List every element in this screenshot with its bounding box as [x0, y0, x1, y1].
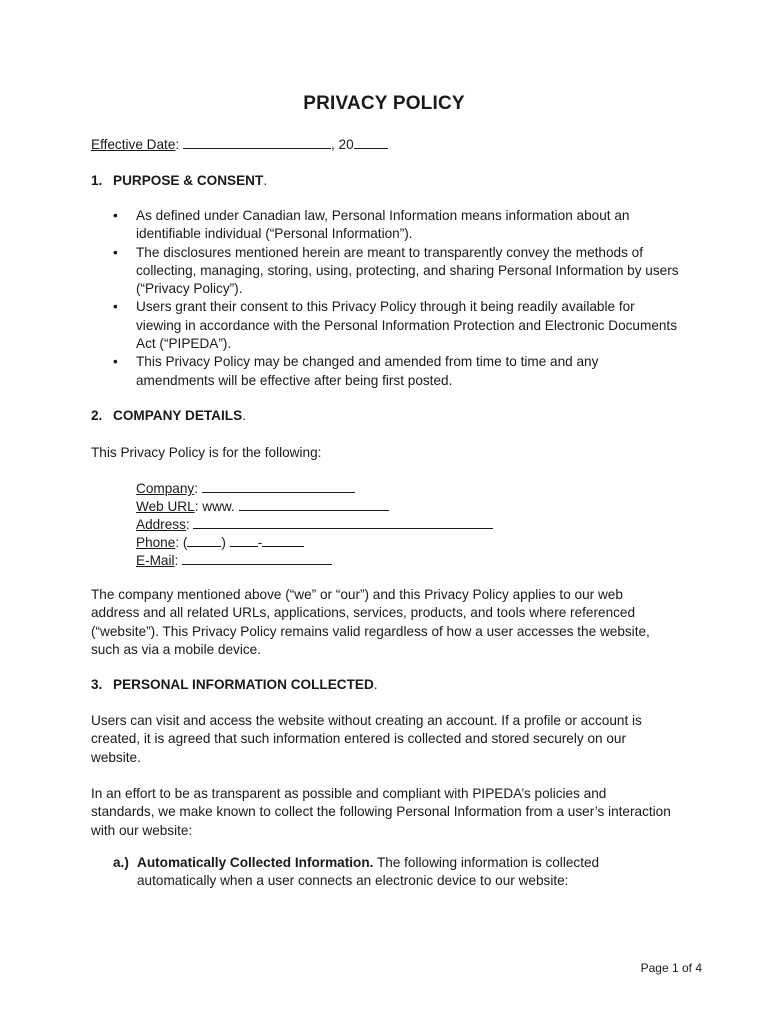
effective-date-label: Effective Date [91, 137, 176, 152]
section-3-heading: 3. PERSONAL INFORMATION COLLECTED. [91, 677, 378, 692]
list-item: • This Privacy Policy may be changed and amended from time to time and any amendments will be effective after being first posted. [113, 354, 599, 388]
section-2-intro: This Privacy Policy is for the following: [91, 445, 322, 460]
bullet-icon: • [113, 354, 118, 370]
address-blank[interactable] [193, 516, 493, 529]
section-3-paragraph-2: In an effort to be as transparent as possible and compliant with PIPEDA’s policies and standards, we make known to collect the following Personal Information from a user’s interaction with our website: [91, 786, 671, 838]
phone-prefix-blank[interactable] [230, 534, 258, 547]
bullet-icon: • [113, 208, 118, 223]
document-title: PRIVACY POLICY [303, 93, 465, 114]
section-1-title: PURPOSE & CONSENT [113, 173, 264, 188]
section-2-heading: 2. COMPANY DETAILS. [91, 408, 246, 423]
list-item: • The disclosures mentioned herein are meant to transparently convey the methods of collecting, managing, storing, using, protecting, and sharing Personal Information by users (“Privacy Policy”). [113, 244, 679, 297]
phone-line-blank[interactable] [262, 534, 304, 547]
effective-date-line: Effective Date: , 20 [91, 136, 388, 154]
bullet-icon: • [113, 299, 118, 315]
section-3-title: PERSONAL INFORMATION COLLECTED [113, 677, 374, 692]
section-3-paragraph-1: Users can visit and access the website without creating an account. If a profile or account is created, it is agreed that such information entered is collected and stored securely on our website. [91, 713, 642, 765]
section-2-title: COMPANY DETAILS [113, 408, 243, 423]
list-item: • As defined under Canadian law, Personal Information means information about an identifiable individual (“Personal Information”). [113, 208, 630, 242]
page-number: Page 1 of 4 [640, 961, 702, 975]
list-item: • Users grant their consent to this Privacy Policy through it being readily available for viewing in accordance with the Personal Information Protection and Electronic Documents Act (“PIPEDA”). [113, 299, 678, 352]
effective-date-year-prefix: , 20 [330, 137, 354, 152]
effective-date-blank[interactable] [183, 136, 331, 149]
subsection-a-title: Automatically Collected Information [137, 855, 370, 870]
web-url-field-row: Web URL: www. [136, 498, 493, 516]
subsection-a-text-2: automatically when a user connects an electronic device to our website: [137, 873, 569, 889]
company-blank[interactable] [202, 480, 355, 493]
effective-date-year-blank[interactable] [354, 136, 388, 149]
section-1-heading: 1. PURPOSE & CONSENT. [91, 173, 268, 188]
section-1-bullet-list [110, 207, 680, 390]
bullet-icon: • [113, 244, 118, 260]
subsection-a-text-1: The following information is collected [376, 855, 600, 870]
phone-field-row: Phone: ( ) - [136, 534, 493, 552]
subsection-a-marker: a.) [113, 855, 129, 870]
email-field-row: E-Mail: [136, 552, 493, 570]
company-details-form [136, 480, 493, 570]
email-blank[interactable] [182, 552, 332, 565]
address-field-row: Address: [136, 516, 493, 534]
web-url-blank[interactable] [239, 498, 389, 511]
phone-area-code-blank[interactable] [187, 534, 221, 547]
subsection-a: a.) Automatically Collected Information. The following information is collected automatically when a user connects an electronic device to our website: [113, 854, 673, 891]
company-field-row: Company: [136, 480, 493, 498]
section-2-paragraph: The company mentioned above (“we” or “our”) and this Privacy Policy applies to our web address and all related URLs, applications, services, products, and tools where referenced (“website”). This Privacy Policy remains valid regardless of how a user accesses the website, such as via a mobile device. [91, 587, 650, 657]
